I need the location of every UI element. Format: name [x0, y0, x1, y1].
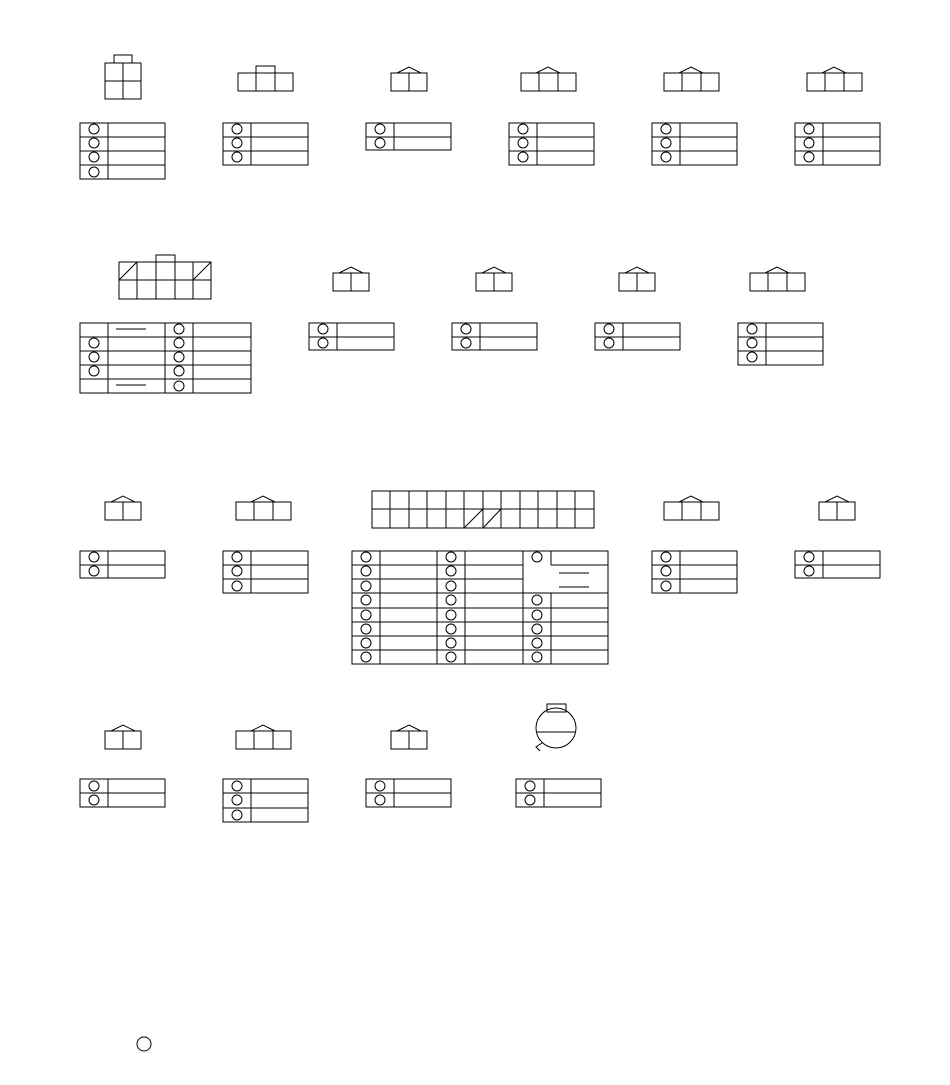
pin-circle	[747, 324, 757, 334]
pin-circle	[532, 610, 542, 620]
pin-circle	[89, 352, 99, 362]
pin-circle	[804, 124, 814, 134]
connector-l-face	[105, 496, 141, 520]
pin-circle	[804, 566, 814, 576]
connector-a-face	[105, 55, 141, 99]
pin-circle	[661, 566, 671, 576]
connector-o-face	[664, 496, 719, 520]
connector-p-pin-table	[795, 551, 880, 578]
connector-d-face	[521, 67, 576, 91]
connector-b-face	[238, 66, 293, 91]
connector-d-pin-table	[509, 123, 594, 165]
pin-circle	[532, 552, 542, 562]
connector-p-face	[819, 496, 855, 520]
pin-circle	[361, 566, 371, 576]
pin-circle	[89, 366, 99, 376]
connector-k-pin-table	[738, 323, 823, 365]
pin-circle	[461, 338, 471, 348]
pin-circle	[361, 610, 371, 620]
pin-circle	[446, 552, 456, 562]
pin-circle	[804, 552, 814, 562]
pin-circle	[375, 124, 385, 134]
pin-circle	[525, 781, 535, 791]
pin-circle	[747, 352, 757, 362]
pin-circle	[661, 552, 671, 562]
pin-circle	[89, 566, 99, 576]
pin-circle	[661, 138, 671, 148]
pin-circle	[89, 152, 99, 162]
pin-circle	[446, 652, 456, 662]
connector-r-face	[236, 725, 291, 749]
pin-circle	[361, 638, 371, 648]
pin-circle	[532, 638, 542, 648]
pin-circle	[361, 595, 371, 605]
connector-l-pin-table	[80, 551, 165, 578]
connector-m-face	[236, 496, 291, 520]
connector-n-face	[372, 491, 594, 528]
connector-s-pin-table	[366, 779, 451, 807]
pin-circle	[446, 581, 456, 591]
pin-circle	[361, 552, 371, 562]
pin-circle	[361, 624, 371, 634]
connector-q-pin-table	[80, 779, 165, 807]
pin-circle	[232, 152, 242, 162]
connector-j-pin-table	[595, 323, 680, 350]
pin-circle	[318, 338, 328, 348]
pin-circle	[361, 652, 371, 662]
pin-circle	[661, 581, 671, 591]
pin-circle	[318, 324, 328, 334]
pin-circle	[804, 152, 814, 162]
pin-circle	[532, 624, 542, 634]
connector-b-pin-table	[223, 123, 308, 165]
connector-t-pin-table	[516, 779, 601, 807]
pin-circle	[89, 552, 99, 562]
pin-circle	[174, 366, 184, 376]
connector-m-pin-table	[223, 551, 308, 593]
pin-circle	[446, 610, 456, 620]
pin-circle	[232, 566, 242, 576]
pin-circle	[661, 124, 671, 134]
connector-t-face	[536, 704, 576, 751]
pin-circle	[232, 552, 242, 562]
connector-k-face	[750, 267, 805, 291]
connector-i-face	[476, 267, 512, 291]
pin-circle	[446, 566, 456, 576]
connector-c-face	[391, 67, 427, 91]
connector-f-face	[807, 67, 862, 91]
pin-circle	[375, 781, 385, 791]
pin-circle	[232, 581, 242, 591]
connector-g-pin-table	[80, 323, 251, 393]
pin-circle	[461, 324, 471, 334]
pin-circle	[174, 352, 184, 362]
connector-h-pin-table	[309, 323, 394, 350]
pin-circle	[375, 138, 385, 148]
pin-circle	[532, 652, 542, 662]
connector-j-face	[619, 267, 655, 291]
pin-circle	[361, 581, 371, 591]
connector-r-pin-table	[223, 779, 308, 822]
pin-circle	[89, 781, 99, 791]
connector-e-face	[664, 67, 719, 91]
legend-pin-circle	[137, 1037, 151, 1051]
pin-circle	[518, 138, 528, 148]
pin-circle	[661, 152, 671, 162]
pin-circle	[747, 338, 757, 348]
connector-o-pin-table	[652, 551, 737, 593]
pin-circle	[89, 124, 99, 134]
pin-circle	[232, 781, 242, 791]
pin-circle	[174, 324, 184, 334]
connector-s-face	[391, 725, 427, 749]
pin-circle	[89, 338, 99, 348]
pin-circle	[446, 595, 456, 605]
pin-circle	[232, 810, 242, 820]
connector-i-pin-table	[452, 323, 537, 350]
pin-circle	[375, 795, 385, 805]
pin-circle	[232, 124, 242, 134]
pin-circle	[89, 167, 99, 177]
connector-c-pin-table	[366, 123, 451, 150]
pin-circle	[446, 624, 456, 634]
connector-e-pin-table	[652, 123, 737, 165]
pin-circle	[604, 324, 614, 334]
pin-circle	[525, 795, 535, 805]
pin-circle	[174, 338, 184, 348]
pin-circle	[174, 381, 184, 391]
pin-circle	[89, 138, 99, 148]
connector-a-pin-table	[80, 123, 165, 179]
pin-circle	[232, 138, 242, 148]
pin-circle	[804, 138, 814, 148]
pin-circle	[518, 124, 528, 134]
pin-circle	[518, 152, 528, 162]
connector-f-pin-table	[795, 123, 880, 165]
pin-circle	[232, 795, 242, 805]
connector-h-face	[333, 267, 369, 291]
pin-circle	[446, 638, 456, 648]
pin-circle	[604, 338, 614, 348]
connector-g-face	[119, 255, 211, 299]
connector-n-pin-table	[352, 551, 608, 664]
connector-q-face	[105, 725, 141, 749]
pin-circle	[89, 795, 99, 805]
pin-circle	[532, 595, 542, 605]
